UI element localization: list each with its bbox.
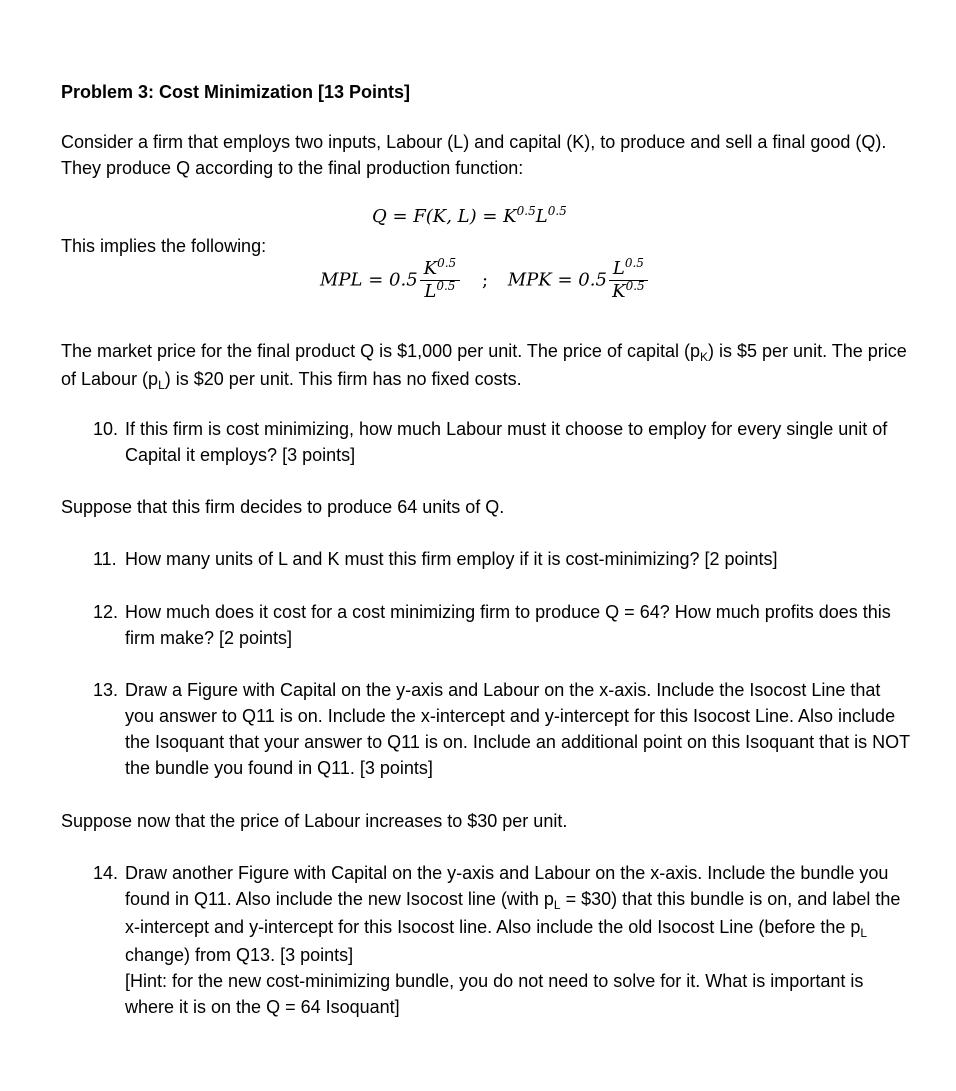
mpl-fraction <box>420 258 461 303</box>
l-exponent: 0.5 <box>547 204 567 218</box>
question-text: How much does it cost for a cost minimizing firm to produce Q = 64? How much profits does this firm make? [2 points] <box>125 602 891 648</box>
question-13 <box>93 677 913 781</box>
question-11 <box>93 546 913 572</box>
question-text: Draw a Figure with Capital on the y-axis and Labour on the x-axis. Include the Isocost Line that you answer to Q11 is on. Include the x-intercept and y-intercept for this Isocost Line. Also include the Isoquant that your answer to Q11 is on. Include an additional point on this Isoquant that is NOT the bundle you found in Q11. [3 points] <box>125 680 910 778</box>
production-function <box>372 204 567 230</box>
suppose-64-text: Suppose that this firm decides to produce 64 units of Q. <box>61 497 505 517</box>
mpl-label: MPL = 0.5 <box>320 269 418 291</box>
mpl-denominator: $L^{0.5}$ <box>424 279 456 302</box>
l-symbol: L <box>535 206 548 227</box>
subscript-l: L <box>553 898 561 912</box>
question-text: If this firm is cost minimizing, how much Labour must it choose to employ for every single unit of Capital it employs? [3 points] <box>125 419 888 465</box>
implies-text: This implies the following: <box>61 236 267 256</box>
mpk-fraction <box>609 258 648 303</box>
marginal-products <box>320 258 650 303</box>
mpk-denominator: $K^{0.5}$ <box>612 279 645 302</box>
question-text: Draw another Figure with Capital on the y-axis and Labour on the x-axis. Include the bundle you found in Q11. Also include the new Isocost line (with $p_L$ = $30) that this bundle is on, and label the x-intercept and y-intercept for this Isocost line. Also include the old Isocost Line (before the $p_L$ change) from Q13. [3 points] <box>125 863 901 965</box>
question-10 <box>93 416 913 468</box>
question-number: 14. <box>93 863 119 883</box>
k-exponent: 0.5 <box>516 204 536 218</box>
subscript-k: K <box>700 350 709 364</box>
production-function-lhs: Q = F(K, L) = K <box>372 206 517 227</box>
mpl-numerator: $K^{0.5}$ <box>420 258 461 281</box>
suppose-30-text: Suppose now that the price of Labour increases to $30 per unit. <box>61 811 568 831</box>
mpk-label: MPK = 0.5 <box>507 269 607 291</box>
question-12 <box>93 599 913 651</box>
subscript-l: L <box>860 926 868 940</box>
intro-paragraph: Consider a firm that employs two inputs, Labour (L) and capital (K), to produce and sell a final good (Q). They produce Q according to the final production function: <box>61 132 887 178</box>
hint-text: [Hint: for the new cost-minimizing bundle, you do not need to solve for it. What is important is where it is on the Q = 64 Isoquant] <box>125 971 864 1017</box>
question-number: 10. <box>93 419 119 439</box>
problem-title: Problem 3: Cost Minimization [13 Points] <box>61 82 411 102</box>
equation-separator: ; <box>481 269 489 291</box>
question-text: How many units of L and K must this firm employ if it is cost-minimizing? [2 points] <box>125 549 778 569</box>
subscript-l: L <box>158 378 165 392</box>
question-number: 12. <box>93 602 119 622</box>
question-number: 11. <box>93 549 117 569</box>
question-14 <box>93 860 913 1020</box>
prices-paragraph: The market price for the final product Q is $1,000 per unit. The price of capital $(p_K)$ is $5 per unit. The price of Labour $(p_L)$ is $20 per unit. This firm has no fixed costs. <box>61 341 907 392</box>
question-number: 13. <box>93 680 119 700</box>
mpk-numerator: $L^{0.5}$ <box>609 258 648 281</box>
